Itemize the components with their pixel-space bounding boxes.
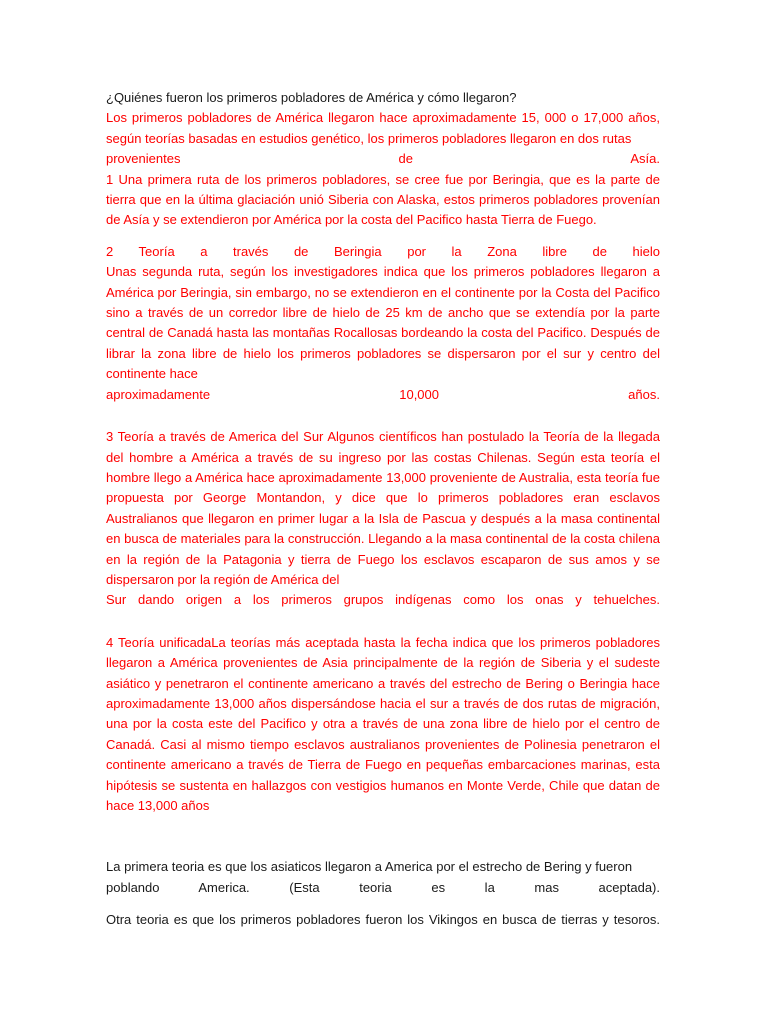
document-body (106, 88, 660, 931)
theory-2-paragraph (106, 242, 660, 405)
note-2-paragraph: Otra teoria es que los primeros pobladores fueron los Vikingos en busca de tierras y tesoros. (106, 912, 660, 928)
theory-2-text: Unas segunda ruta, según los investigadores indica que los primeros pobladores llegaron a América por Beringia, sin embargo, no se extendieron en el continente por la Costa del Pacifico sino a través de un corredor libre de hielo de 25 km de ancho que se extendía por la parte central de Canadá hasta las montañas Rocallosas bordeando la costa del Pacifico. Después de librar la zona libre de hielo los primeros pobladores se dispersaron por el sur y centro del continente hace (106, 264, 660, 382)
theory-3-last-line: Sur dando origen a los primeros grupos indígenas como los onas y tehuelches. (106, 592, 660, 608)
spacer (106, 611, 660, 633)
intro-last-line: provenientes de Asía. (106, 151, 660, 167)
theory-1-paragraph: 1 Una primera ruta de los primeros pobladores, se cree fue por Beringia, que es la parte de tierra que en la última glaciación unió Siberia con Alaska, estos primeros pobladores provenían de Asía y se extendieron por América por la costa del Pacifico hasta Tierra de Fuego. (106, 171, 660, 228)
note-1-text: La primera teoria es que los asiaticos llegaron a America por el estrecho de Bering y fueron (106, 859, 633, 875)
intro-paragraph (106, 108, 660, 169)
intro-text: Los primeros pobladores de América llegaron hace aproximadamente 15, 000 o 17,000 años, según teorías basadas en estudios genético, los primeros pobladores llegaron en dos rutas (106, 110, 660, 146)
theory-2-last-line: aproximadamente 10,000 años. (106, 386, 660, 402)
spacer (106, 898, 660, 910)
question-heading: ¿Quiénes fueron los primeros pobladores de América y cómo llegaron? (106, 90, 517, 105)
note-1-paragraph (106, 857, 660, 898)
theory-2-heading: 2 Teoría a través de Beringia por la Zona libre de hielo (106, 243, 660, 259)
theory-3-paragraph (106, 427, 660, 611)
spacer (106, 405, 660, 427)
spacer (106, 231, 660, 242)
theory-4-paragraph: 4 Teoría unificadaLa teorías más aceptada hasta la fecha indica que los primeros pobladores llegaron a América provenientes de Asia principalmente de la región de Siberia y el sudeste asiático y penetraron el continente americano a través del estrecho de Bering o Beringia hace aproximadamente 13,000 años dispersándose hacia el sur a través de dos rutas de migración, una por la costa este del Pacifico y otra a través de una zona libre de hielo por el centro de Canadá. Casi al mismo tiempo esclavos australianos provenientes de Polinesia penetraron el continente americano a través de Tierra de Fuego en pequeñas embarcaciones marinas, esta hipótesis se sustenta en hallazgos con vestigios humanos en Monte Verde, Chile que datan de hace 13,000 años (106, 634, 660, 813)
note-1-last-line: poblando America. (Esta teoria es la mas aceptada). (106, 879, 660, 895)
spacer (106, 816, 660, 857)
theory-3-text: 3 Teoría a través de America del Sur Algunos científicos han postulado la Teoría de la llegada del hombre a América a través de su ingreso por las costas Chilenas. Según esta teoría el hombre llego a América hace aproximadamente 13,000 proveniente de Australia, esta teoría fue propuesta por George Montandon, y dice que lo primeros pobladores eran esclavos Australianos que llegaron en primer lugar a la Isla de Pascua y después a la masa continental en busca de materiales para la construcción. Llegando a la masa continental de la costa chilena en la región de la Patagonia y tierra de Fuego los esclavos escaparon de sus amos y se dispersaron por la región de América del (106, 429, 660, 587)
